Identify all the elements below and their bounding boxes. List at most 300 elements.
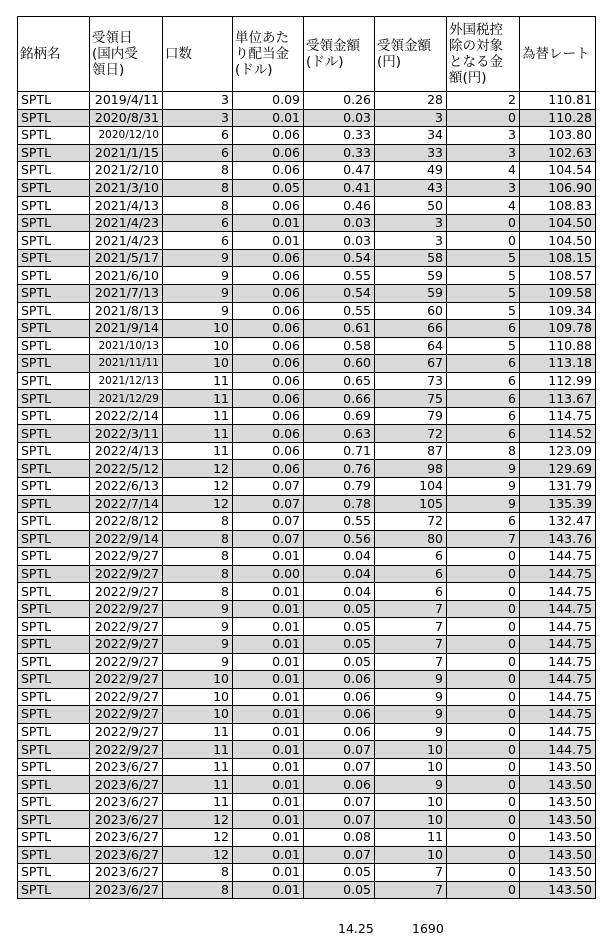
stock-name-cell[interactable]: SPTL — [18, 232, 90, 250]
received-date-cell[interactable]: 2022/9/27 — [90, 565, 163, 583]
units-cell[interactable]: 8 — [163, 513, 233, 531]
stock-name-cell[interactable]: SPTL — [18, 758, 90, 776]
exchange-rate-cell[interactable]: 110.81 — [520, 92, 596, 110]
amount-usd-cell[interactable]: 0.06 — [304, 776, 375, 794]
foreign-tax-credit-cell[interactable]: 0 — [447, 618, 520, 636]
amount-jpy-cell[interactable]: 28 — [375, 92, 447, 110]
units-cell[interactable]: 10 — [163, 671, 233, 689]
received-date-cell[interactable]: 2020/12/10 — [90, 127, 163, 145]
units-cell[interactable]: 11 — [163, 390, 233, 408]
amount-usd-cell[interactable]: 0.05 — [304, 653, 375, 671]
stock-name-cell[interactable]: SPTL — [18, 214, 90, 232]
exchange-rate-cell[interactable]: 132.47 — [520, 513, 596, 531]
amount-usd-cell[interactable]: 0.69 — [304, 407, 375, 425]
amount-usd-cell[interactable]: 0.07 — [304, 758, 375, 776]
stock-name-cell[interactable]: SPTL — [18, 653, 90, 671]
received-date-cell[interactable]: 2021/7/13 — [90, 285, 163, 303]
stock-name-cell[interactable]: SPTL — [18, 846, 90, 864]
exchange-rate-cell[interactable]: 109.58 — [520, 285, 596, 303]
amount-usd-cell[interactable]: 0.03 — [304, 232, 375, 250]
amount-jpy-cell[interactable]: 64 — [375, 337, 447, 355]
stock-name-cell[interactable]: SPTL — [18, 635, 90, 653]
foreign-tax-credit-cell[interactable]: 0 — [447, 565, 520, 583]
amount-jpy-cell[interactable]: 3 — [375, 232, 447, 250]
exchange-rate-cell[interactable]: 143.50 — [520, 758, 596, 776]
amount-jpy-cell[interactable]: 58 — [375, 249, 447, 267]
foreign-tax-credit-cell[interactable]: 0 — [447, 864, 520, 882]
foreign-tax-credit-cell[interactable]: 3 — [447, 144, 520, 162]
received-date-cell[interactable]: 2021/12/13 — [90, 372, 163, 390]
amount-jpy-cell[interactable]: 3 — [375, 109, 447, 127]
stock-name-cell[interactable]: SPTL — [18, 267, 90, 285]
received-date-cell[interactable]: 2023/6/27 — [90, 811, 163, 829]
amount-usd-cell[interactable]: 0.46 — [304, 197, 375, 215]
stock-name-cell[interactable]: SPTL — [18, 162, 90, 180]
exchange-rate-cell[interactable]: 135.39 — [520, 495, 596, 513]
units-cell[interactable]: 11 — [163, 442, 233, 460]
exchange-rate-cell[interactable]: 108.57 — [520, 267, 596, 285]
amount-usd-cell[interactable]: 0.54 — [304, 285, 375, 303]
amount-usd-cell[interactable]: 0.06 — [304, 688, 375, 706]
dividend-per-unit-cell[interactable]: 0.01 — [233, 741, 304, 759]
amount-usd-cell[interactable]: 0.66 — [304, 390, 375, 408]
exchange-rate-cell[interactable]: 144.75 — [520, 741, 596, 759]
units-cell[interactable]: 8 — [163, 881, 233, 899]
units-cell[interactable]: 6 — [163, 232, 233, 250]
foreign-tax-credit-cell[interactable]: 0 — [447, 109, 520, 127]
exchange-rate-cell[interactable]: 109.78 — [520, 320, 596, 338]
amount-jpy-cell[interactable]: 87 — [375, 442, 447, 460]
header-amount-usd[interactable]: 受領金額 (ドル) — [304, 17, 375, 92]
dividend-per-unit-cell[interactable]: 0.05 — [233, 179, 304, 197]
foreign-tax-credit-cell[interactable]: 6 — [447, 372, 520, 390]
stock-name-cell[interactable]: SPTL — [18, 741, 90, 759]
foreign-tax-credit-cell[interactable]: 8 — [447, 442, 520, 460]
dividend-per-unit-cell[interactable]: 0.06 — [233, 460, 304, 478]
received-date-cell[interactable]: 2021/10/13 — [90, 337, 163, 355]
dividend-per-unit-cell[interactable]: 0.06 — [233, 407, 304, 425]
stock-name-cell[interactable]: SPTL — [18, 495, 90, 513]
amount-jpy-cell[interactable]: 9 — [375, 723, 447, 741]
received-date-cell[interactable]: 2022/9/27 — [90, 635, 163, 653]
stock-name-cell[interactable]: SPTL — [18, 828, 90, 846]
foreign-tax-credit-cell[interactable]: 5 — [447, 302, 520, 320]
amount-jpy-cell[interactable]: 43 — [375, 179, 447, 197]
stock-name-cell[interactable]: SPTL — [18, 407, 90, 425]
exchange-rate-cell[interactable]: 110.88 — [520, 337, 596, 355]
stock-name-cell[interactable]: SPTL — [18, 793, 90, 811]
amount-jpy-cell[interactable]: 79 — [375, 407, 447, 425]
amount-usd-cell[interactable]: 0.06 — [304, 671, 375, 689]
foreign-tax-credit-cell[interactable]: 0 — [447, 758, 520, 776]
header-units[interactable]: 口数 — [163, 17, 233, 92]
stock-name-cell[interactable]: SPTL — [18, 442, 90, 460]
received-date-cell[interactable]: 2023/6/27 — [90, 793, 163, 811]
amount-usd-cell[interactable]: 0.04 — [304, 548, 375, 566]
amount-usd-cell[interactable]: 0.54 — [304, 249, 375, 267]
units-cell[interactable]: 9 — [163, 653, 233, 671]
amount-usd-cell[interactable]: 0.07 — [304, 741, 375, 759]
amount-usd-cell[interactable]: 0.76 — [304, 460, 375, 478]
units-cell[interactable]: 12 — [163, 811, 233, 829]
exchange-rate-cell[interactable]: 113.67 — [520, 390, 596, 408]
received-date-cell[interactable]: 2021/6/10 — [90, 267, 163, 285]
received-date-cell[interactable]: 2023/6/27 — [90, 881, 163, 899]
foreign-tax-credit-cell[interactable]: 6 — [447, 355, 520, 373]
foreign-tax-credit-cell[interactable]: 6 — [447, 513, 520, 531]
units-cell[interactable]: 12 — [163, 828, 233, 846]
amount-jpy-cell[interactable]: 59 — [375, 285, 447, 303]
stock-name-cell[interactable]: SPTL — [18, 302, 90, 320]
exchange-rate-cell[interactable]: 114.75 — [520, 407, 596, 425]
exchange-rate-cell[interactable]: 143.50 — [520, 864, 596, 882]
units-cell[interactable]: 10 — [163, 706, 233, 724]
units-cell[interactable]: 12 — [163, 478, 233, 496]
amount-usd-cell[interactable]: 0.55 — [304, 302, 375, 320]
header-exchange-rate[interactable]: 為替レート — [520, 17, 596, 92]
exchange-rate-cell[interactable]: 104.54 — [520, 162, 596, 180]
received-date-cell[interactable]: 2022/9/27 — [90, 741, 163, 759]
received-date-cell[interactable]: 2021/4/23 — [90, 232, 163, 250]
exchange-rate-cell[interactable]: 106.90 — [520, 179, 596, 197]
amount-usd-cell[interactable]: 0.07 — [304, 811, 375, 829]
units-cell[interactable]: 10 — [163, 337, 233, 355]
units-cell[interactable]: 10 — [163, 688, 233, 706]
amount-usd-cell[interactable]: 0.03 — [304, 109, 375, 127]
exchange-rate-cell[interactable]: 143.50 — [520, 846, 596, 864]
units-cell[interactable]: 11 — [163, 425, 233, 443]
stock-name-cell[interactable]: SPTL — [18, 355, 90, 373]
foreign-tax-credit-cell[interactable]: 0 — [447, 846, 520, 864]
stock-name-cell[interactable]: SPTL — [18, 337, 90, 355]
dividend-per-unit-cell[interactable]: 0.07 — [233, 513, 304, 531]
dividend-per-unit-cell[interactable]: 0.06 — [233, 302, 304, 320]
stock-name-cell[interactable]: SPTL — [18, 706, 90, 724]
dividend-per-unit-cell[interactable]: 0.01 — [233, 846, 304, 864]
amount-usd-cell[interactable]: 0.05 — [304, 864, 375, 882]
units-cell[interactable]: 8 — [163, 197, 233, 215]
received-date-cell[interactable]: 2022/3/11 — [90, 425, 163, 443]
units-cell[interactable]: 6 — [163, 144, 233, 162]
amount-usd-cell[interactable]: 0.58 — [304, 337, 375, 355]
dividend-per-unit-cell[interactable]: 0.01 — [233, 671, 304, 689]
foreign-tax-credit-cell[interactable]: 9 — [447, 495, 520, 513]
foreign-tax-credit-cell[interactable]: 0 — [447, 741, 520, 759]
amount-jpy-cell[interactable]: 7 — [375, 864, 447, 882]
dividend-per-unit-cell[interactable]: 0.06 — [233, 355, 304, 373]
exchange-rate-cell[interactable]: 104.50 — [520, 232, 596, 250]
stock-name-cell[interactable]: SPTL — [18, 109, 90, 127]
dividend-per-unit-cell[interactable]: 0.01 — [233, 706, 304, 724]
amount-usd-cell[interactable]: 0.06 — [304, 723, 375, 741]
amount-jpy-cell[interactable]: 7 — [375, 881, 447, 899]
amount-jpy-cell[interactable]: 105 — [375, 495, 447, 513]
amount-usd-cell[interactable]: 0.08 — [304, 828, 375, 846]
units-cell[interactable]: 11 — [163, 372, 233, 390]
received-date-cell[interactable]: 2022/9/27 — [90, 723, 163, 741]
received-date-cell[interactable]: 2022/6/13 — [90, 478, 163, 496]
stock-name-cell[interactable]: SPTL — [18, 460, 90, 478]
received-date-cell[interactable]: 2023/6/27 — [90, 846, 163, 864]
amount-jpy-cell[interactable]: 7 — [375, 618, 447, 636]
amount-jpy-cell[interactable]: 7 — [375, 600, 447, 618]
exchange-rate-cell[interactable]: 143.76 — [520, 530, 596, 548]
amount-jpy-cell[interactable]: 10 — [375, 846, 447, 864]
header-dividend-per-unit[interactable]: 単位あた り配当金 (ドル) — [233, 17, 304, 92]
foreign-tax-credit-cell[interactable]: 0 — [447, 723, 520, 741]
dividend-per-unit-cell[interactable]: 0.06 — [233, 267, 304, 285]
foreign-tax-credit-cell[interactable]: 0 — [447, 671, 520, 689]
dividend-per-unit-cell[interactable]: 0.01 — [233, 214, 304, 232]
units-cell[interactable]: 8 — [163, 179, 233, 197]
foreign-tax-credit-cell[interactable]: 5 — [447, 267, 520, 285]
foreign-tax-credit-cell[interactable]: 9 — [447, 460, 520, 478]
units-cell[interactable]: 6 — [163, 127, 233, 145]
stock-name-cell[interactable]: SPTL — [18, 723, 90, 741]
amount-jpy-cell[interactable]: 75 — [375, 390, 447, 408]
received-date-cell[interactable]: 2021/1/15 — [90, 144, 163, 162]
dividend-per-unit-cell[interactable]: 0.06 — [233, 425, 304, 443]
amount-usd-cell[interactable]: 0.06 — [304, 706, 375, 724]
exchange-rate-cell[interactable]: 143.50 — [520, 811, 596, 829]
stock-name-cell[interactable]: SPTL — [18, 530, 90, 548]
received-date-cell[interactable]: 2021/11/11 — [90, 355, 163, 373]
received-date-cell[interactable]: 2022/9/27 — [90, 618, 163, 636]
amount-jpy-cell[interactable]: 9 — [375, 706, 447, 724]
amount-jpy-cell[interactable]: 49 — [375, 162, 447, 180]
units-cell[interactable]: 8 — [163, 162, 233, 180]
stock-name-cell[interactable]: SPTL — [18, 600, 90, 618]
units-cell[interactable]: 10 — [163, 355, 233, 373]
received-date-cell[interactable]: 2021/4/13 — [90, 197, 163, 215]
dividend-per-unit-cell[interactable]: 0.01 — [233, 618, 304, 636]
exchange-rate-cell[interactable]: 102.63 — [520, 144, 596, 162]
received-date-cell[interactable]: 2022/9/27 — [90, 600, 163, 618]
dividend-per-unit-cell[interactable]: 0.01 — [233, 776, 304, 794]
foreign-tax-credit-cell[interactable]: 6 — [447, 407, 520, 425]
exchange-rate-cell[interactable]: 144.75 — [520, 671, 596, 689]
stock-name-cell[interactable]: SPTL — [18, 811, 90, 829]
amount-usd-cell[interactable]: 0.05 — [304, 618, 375, 636]
stock-name-cell[interactable]: SPTL — [18, 425, 90, 443]
amount-jpy-cell[interactable]: 7 — [375, 635, 447, 653]
foreign-tax-credit-cell[interactable]: 0 — [447, 881, 520, 899]
amount-usd-cell[interactable]: 0.71 — [304, 442, 375, 460]
exchange-rate-cell[interactable]: 103.80 — [520, 127, 596, 145]
amount-jpy-cell[interactable]: 73 — [375, 372, 447, 390]
amount-usd-cell[interactable]: 0.07 — [304, 846, 375, 864]
amount-jpy-cell[interactable]: 67 — [375, 355, 447, 373]
foreign-tax-credit-cell[interactable]: 0 — [447, 232, 520, 250]
foreign-tax-credit-cell[interactable]: 9 — [447, 478, 520, 496]
stock-name-cell[interactable]: SPTL — [18, 864, 90, 882]
foreign-tax-credit-cell[interactable]: 0 — [447, 548, 520, 566]
amount-usd-cell[interactable]: 0.55 — [304, 513, 375, 531]
amount-jpy-cell[interactable]: 10 — [375, 811, 447, 829]
units-cell[interactable]: 8 — [163, 565, 233, 583]
dividend-per-unit-cell[interactable]: 0.01 — [233, 688, 304, 706]
dividend-per-unit-cell[interactable]: 0.06 — [233, 249, 304, 267]
received-date-cell[interactable]: 2023/6/27 — [90, 758, 163, 776]
foreign-tax-credit-cell[interactable]: 4 — [447, 162, 520, 180]
received-date-cell[interactable]: 2022/9/14 — [90, 530, 163, 548]
amount-jpy-cell[interactable]: 72 — [375, 513, 447, 531]
exchange-rate-cell[interactable]: 144.75 — [520, 688, 596, 706]
amount-jpy-cell[interactable]: 80 — [375, 530, 447, 548]
amount-jpy-cell[interactable]: 6 — [375, 583, 447, 601]
received-date-cell[interactable]: 2022/2/14 — [90, 407, 163, 425]
dividend-per-unit-cell[interactable]: 0.01 — [233, 600, 304, 618]
amount-usd-cell[interactable]: 0.04 — [304, 583, 375, 601]
amount-jpy-cell[interactable]: 9 — [375, 671, 447, 689]
exchange-rate-cell[interactable]: 129.69 — [520, 460, 596, 478]
foreign-tax-credit-cell[interactable]: 0 — [447, 793, 520, 811]
foreign-tax-credit-cell[interactable]: 3 — [447, 179, 520, 197]
amount-usd-cell[interactable]: 0.03 — [304, 214, 375, 232]
foreign-tax-credit-cell[interactable]: 2 — [447, 92, 520, 110]
amount-jpy-cell[interactable]: 66 — [375, 320, 447, 338]
exchange-rate-cell[interactable]: 144.75 — [520, 565, 596, 583]
dividend-per-unit-cell[interactable]: 0.01 — [233, 583, 304, 601]
received-date-cell[interactable]: 2022/9/27 — [90, 583, 163, 601]
foreign-tax-credit-cell[interactable]: 0 — [447, 653, 520, 671]
dividend-per-unit-cell[interactable]: 0.07 — [233, 495, 304, 513]
amount-usd-cell[interactable]: 0.79 — [304, 478, 375, 496]
amount-usd-cell[interactable]: 0.78 — [304, 495, 375, 513]
header-received-date[interactable]: 受領日 (国内受 領日) — [90, 17, 163, 92]
dividend-per-unit-cell[interactable]: 0.06 — [233, 162, 304, 180]
foreign-tax-credit-cell[interactable]: 3 — [447, 127, 520, 145]
dividend-per-unit-cell[interactable]: 0.01 — [233, 811, 304, 829]
received-date-cell[interactable]: 2022/9/27 — [90, 653, 163, 671]
foreign-tax-credit-cell[interactable]: 6 — [447, 425, 520, 443]
dividend-per-unit-cell[interactable]: 0.01 — [233, 793, 304, 811]
stock-name-cell[interactable]: SPTL — [18, 618, 90, 636]
stock-name-cell[interactable]: SPTL — [18, 179, 90, 197]
received-date-cell[interactable]: 2021/5/17 — [90, 249, 163, 267]
foreign-tax-credit-cell[interactable]: 0 — [447, 828, 520, 846]
units-cell[interactable]: 9 — [163, 302, 233, 320]
amount-jpy-cell[interactable]: 9 — [375, 776, 447, 794]
exchange-rate-cell[interactable]: 113.18 — [520, 355, 596, 373]
amount-jpy-cell[interactable]: 72 — [375, 425, 447, 443]
exchange-rate-cell[interactable]: 108.83 — [520, 197, 596, 215]
units-cell[interactable]: 10 — [163, 320, 233, 338]
amount-jpy-cell[interactable]: 10 — [375, 741, 447, 759]
units-cell[interactable]: 8 — [163, 864, 233, 882]
stock-name-cell[interactable]: SPTL — [18, 372, 90, 390]
amount-jpy-cell[interactable]: 98 — [375, 460, 447, 478]
units-cell[interactable]: 12 — [163, 495, 233, 513]
foreign-tax-credit-cell[interactable]: 5 — [447, 249, 520, 267]
units-cell[interactable]: 12 — [163, 460, 233, 478]
units-cell[interactable]: 8 — [163, 530, 233, 548]
units-cell[interactable]: 11 — [163, 407, 233, 425]
header-stock-name[interactable]: 銘柄名 — [18, 17, 90, 92]
exchange-rate-cell[interactable]: 144.75 — [520, 548, 596, 566]
received-date-cell[interactable]: 2023/6/27 — [90, 776, 163, 794]
stock-name-cell[interactable]: SPTL — [18, 320, 90, 338]
received-date-cell[interactable]: 2022/9/27 — [90, 706, 163, 724]
amount-usd-cell[interactable]: 0.05 — [304, 600, 375, 618]
amount-usd-cell[interactable]: 0.55 — [304, 267, 375, 285]
amount-jpy-cell[interactable]: 60 — [375, 302, 447, 320]
foreign-tax-credit-cell[interactable]: 0 — [447, 635, 520, 653]
stock-name-cell[interactable]: SPTL — [18, 92, 90, 110]
received-date-cell[interactable]: 2021/2/10 — [90, 162, 163, 180]
units-cell[interactable]: 11 — [163, 776, 233, 794]
foreign-tax-credit-cell[interactable]: 0 — [447, 706, 520, 724]
amount-usd-cell[interactable]: 0.05 — [304, 881, 375, 899]
foreign-tax-credit-cell[interactable]: 5 — [447, 337, 520, 355]
foreign-tax-credit-cell[interactable]: 0 — [447, 214, 520, 232]
stock-name-cell[interactable]: SPTL — [18, 390, 90, 408]
stock-name-cell[interactable]: SPTL — [18, 513, 90, 531]
dividend-per-unit-cell[interactable]: 0.01 — [233, 109, 304, 127]
dividend-per-unit-cell[interactable]: 0.01 — [233, 881, 304, 899]
amount-jpy-cell[interactable]: 7 — [375, 653, 447, 671]
foreign-tax-credit-cell[interactable]: 0 — [447, 688, 520, 706]
stock-name-cell[interactable]: SPTL — [18, 881, 90, 899]
dividend-per-unit-cell[interactable]: 0.06 — [233, 337, 304, 355]
exchange-rate-cell[interactable]: 144.75 — [520, 583, 596, 601]
stock-name-cell[interactable]: SPTL — [18, 197, 90, 215]
dividend-per-unit-cell[interactable]: 0.06 — [233, 197, 304, 215]
amount-jpy-cell[interactable]: 104 — [375, 478, 447, 496]
dividend-per-unit-cell[interactable]: 0.00 — [233, 565, 304, 583]
exchange-rate-cell[interactable]: 144.75 — [520, 653, 596, 671]
amount-usd-cell[interactable]: 0.26 — [304, 92, 375, 110]
dividend-per-unit-cell[interactable]: 0.01 — [233, 548, 304, 566]
amount-jpy-cell[interactable]: 33 — [375, 144, 447, 162]
amount-jpy-cell[interactable]: 10 — [375, 758, 447, 776]
exchange-rate-cell[interactable]: 144.75 — [520, 706, 596, 724]
units-cell[interactable]: 9 — [163, 635, 233, 653]
units-cell[interactable]: 11 — [163, 793, 233, 811]
foreign-tax-credit-cell[interactable]: 0 — [447, 811, 520, 829]
stock-name-cell[interactable]: SPTL — [18, 548, 90, 566]
exchange-rate-cell[interactable]: 144.75 — [520, 600, 596, 618]
exchange-rate-cell[interactable]: 143.50 — [520, 881, 596, 899]
exchange-rate-cell[interactable]: 112.99 — [520, 372, 596, 390]
amount-usd-cell[interactable]: 0.60 — [304, 355, 375, 373]
foreign-tax-credit-cell[interactable]: 4 — [447, 197, 520, 215]
units-cell[interactable]: 9 — [163, 600, 233, 618]
dividend-per-unit-cell[interactable]: 0.06 — [233, 390, 304, 408]
stock-name-cell[interactable]: SPTL — [18, 127, 90, 145]
dividend-per-unit-cell[interactable]: 0.09 — [233, 92, 304, 110]
received-date-cell[interactable]: 2022/8/12 — [90, 513, 163, 531]
received-date-cell[interactable]: 2023/6/27 — [90, 864, 163, 882]
stock-name-cell[interactable]: SPTL — [18, 144, 90, 162]
amount-usd-cell[interactable]: 0.05 — [304, 635, 375, 653]
units-cell[interactable]: 8 — [163, 548, 233, 566]
dividend-per-unit-cell[interactable]: 0.06 — [233, 285, 304, 303]
exchange-rate-cell[interactable]: 143.50 — [520, 828, 596, 846]
stock-name-cell[interactable]: SPTL — [18, 671, 90, 689]
received-date-cell[interactable]: 2022/9/27 — [90, 548, 163, 566]
stock-name-cell[interactable]: SPTL — [18, 478, 90, 496]
exchange-rate-cell[interactable]: 143.50 — [520, 793, 596, 811]
dividend-per-unit-cell[interactable]: 0.01 — [233, 828, 304, 846]
amount-jpy-cell[interactable]: 34 — [375, 127, 447, 145]
units-cell[interactable]: 6 — [163, 214, 233, 232]
units-cell[interactable]: 3 — [163, 109, 233, 127]
dividend-per-unit-cell[interactable]: 0.01 — [233, 864, 304, 882]
received-date-cell[interactable]: 2021/9/14 — [90, 320, 163, 338]
amount-usd-cell[interactable]: 0.41 — [304, 179, 375, 197]
units-cell[interactable]: 3 — [163, 92, 233, 110]
